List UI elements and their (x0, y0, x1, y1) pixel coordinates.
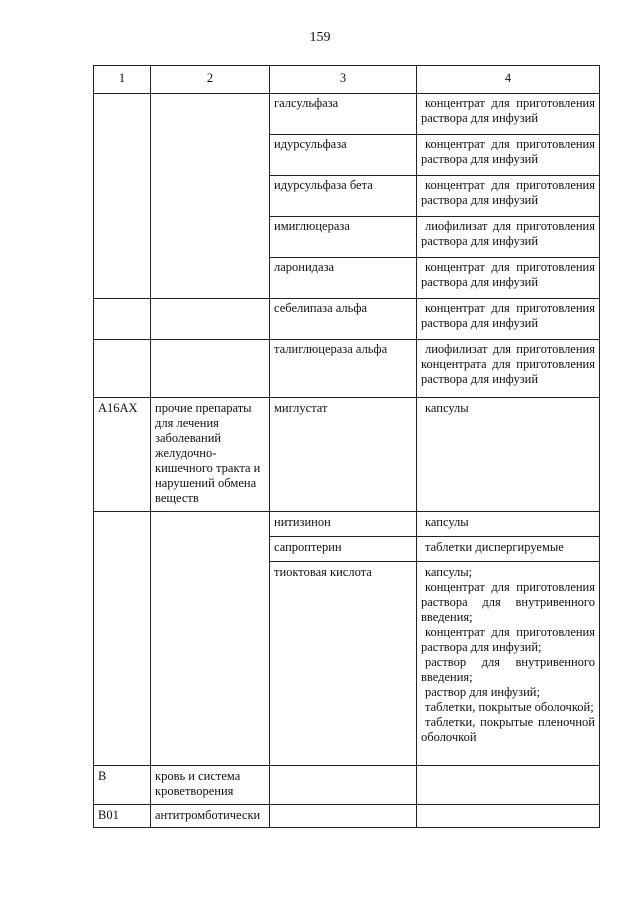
form-line: капсулы; (425, 565, 473, 579)
group-cell (151, 340, 270, 398)
drug-table (93, 65, 600, 828)
header-col-1: 1 (94, 66, 151, 94)
substance-cell: имиглюцераза (270, 217, 417, 258)
code-cell: B (94, 766, 151, 805)
code-cell: B01 (94, 805, 151, 828)
group-cell: кровь и система кроветворения (151, 766, 270, 805)
header-col-2: 2 (151, 66, 270, 94)
table-row (94, 512, 600, 537)
form-cell (417, 766, 600, 805)
substance-cell: талиглюцераза альфа (270, 340, 417, 398)
form-line: капсулы (425, 515, 469, 529)
group-cell (151, 512, 270, 766)
form-line: концентрат для приготовления раствора для инфузий (421, 178, 595, 207)
header-col-4: 4 (417, 66, 600, 94)
substance-cell: идурсульфаза (270, 135, 417, 176)
table-row (94, 94, 600, 135)
form-cell (417, 176, 600, 217)
form-line: раствор для инфузий; (425, 685, 540, 699)
substance-cell: галсульфаза (270, 94, 417, 135)
form-cell (417, 562, 600, 766)
code-cell (94, 512, 151, 766)
form-line: лиофилизат для приготовления раствора для инфузий (421, 219, 595, 248)
form-cell (417, 94, 600, 135)
table-row (94, 398, 600, 512)
form-cell (417, 299, 600, 340)
form-line: концентрат для приготовления раствора для инфузий; (421, 625, 595, 654)
form-line: концентрат для приготовления раствора для внутривенного введения; (421, 580, 595, 624)
form-line: концентрат для приготовления раствора для инфузий (421, 137, 595, 166)
form-cell (417, 537, 600, 562)
group-cell: антитромботически (151, 805, 270, 828)
form-line: лиофилизат для приготовления концентрата для приготовления раствора для инфузий (421, 342, 595, 386)
form-cell (417, 135, 600, 176)
code-cell: A16AX (94, 398, 151, 512)
code-cell (94, 299, 151, 340)
form-line: таблетки, покрытые пленочной оболочкой (421, 715, 595, 744)
form-cell (417, 805, 600, 828)
header-row (94, 66, 600, 94)
substance-cell: тиоктовая кислота (270, 562, 417, 766)
code-cell (94, 94, 151, 299)
form-line: концентрат для приготовления раствора для инфузий (421, 301, 595, 330)
form-cell (417, 398, 600, 512)
substance-cell (270, 766, 417, 805)
table-row (94, 805, 600, 828)
code-cell (94, 340, 151, 398)
substance-cell (270, 805, 417, 828)
header-col-3: 3 (270, 66, 417, 94)
substance-cell: себелипаза альфа (270, 299, 417, 340)
substance-cell: идурсульфаза бета (270, 176, 417, 217)
table-row (94, 340, 600, 398)
form-line: таблетки диспергируемые (425, 540, 564, 554)
form-cell (417, 258, 600, 299)
table-row (94, 766, 600, 805)
form-line: таблетки, покрытые оболочкой; (425, 700, 594, 714)
form-line: раствор для внутривенного введения; (421, 655, 595, 684)
form-cell (417, 340, 600, 398)
group-cell (151, 299, 270, 340)
substance-cell: ларонидаза (270, 258, 417, 299)
form-cell (417, 217, 600, 258)
form-line: концентрат для приготовления раствора для инфузий (421, 260, 595, 289)
form-line: капсулы (425, 401, 469, 415)
substance-cell: сапроптерин (270, 537, 417, 562)
group-cell (151, 94, 270, 299)
substance-cell: миглустат (270, 398, 417, 512)
group-cell: прочие препараты для лечения заболеваний желудочно-кишечного тракта и нарушений обмена веществ (151, 398, 270, 512)
form-line: концентрат для приготовления раствора для инфузий (421, 96, 595, 125)
substance-cell: нитизинон (270, 512, 417, 537)
page-number: 159 (309, 30, 331, 45)
table-row (94, 299, 600, 340)
form-cell (417, 512, 600, 537)
